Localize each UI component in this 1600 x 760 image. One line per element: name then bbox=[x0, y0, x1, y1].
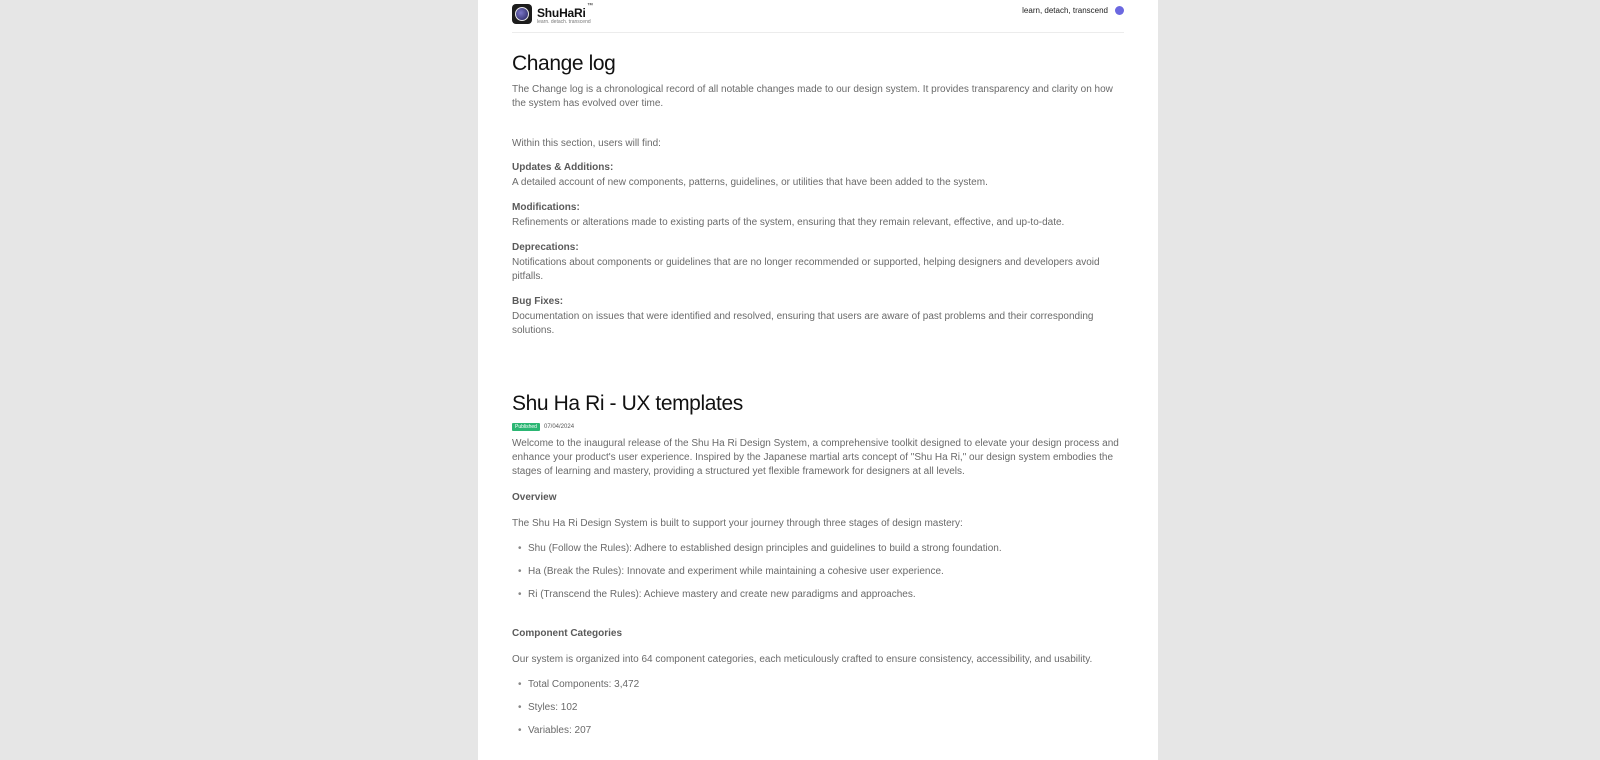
categories-heading: Component Categories bbox=[512, 628, 623, 639]
section-text-bugfixes: Documentation on issues that were identified and resolved, ensuring that users are aware of past problems and their corresponding solutions. bbox=[512, 311, 1094, 336]
section-label-deprecations: Deprecations: bbox=[512, 242, 579, 253]
changelog-within: Within this section, users will find: bbox=[512, 138, 661, 149]
section-label-updates: Updates & Additions: bbox=[512, 162, 614, 173]
section-label-modifications: Modifications: bbox=[512, 202, 580, 213]
brand-name[interactable]: ShuHaRi bbox=[537, 6, 586, 20]
release-intro: Welcome to the inaugural release of the Shu Ha Ri Design System, a comprehensive toolkit designed to elevate your design process and enhance your product's user experience. Inspired by the Japanese martial arts concept of "Shu Ha Ri," our design system embodies the stages of learning and mastery, providing a structured yet flexible framework for designers at all levels. bbox=[512, 438, 1119, 477]
section-label-bugfixes: Bug Fixes: bbox=[512, 296, 564, 307]
categories-text: Our system is organized into 64 component categories, each meticulously crafted to ensure consistency, accessibility, and usability. bbox=[512, 654, 1093, 665]
page-content bbox=[478, 0, 1158, 760]
overview-heading: Overview bbox=[512, 492, 557, 503]
release-date: 07/04/2024 bbox=[544, 424, 575, 430]
status-dot-icon[interactable] bbox=[1115, 6, 1124, 15]
section-text-modifications: Refinements or alterations made to existing parts of the system, ensuring that they remain relevant, effective, and up-to-date. bbox=[512, 217, 1065, 228]
changelog-intro: The Change log is a chronological record of all notable changes made to our design system. It provides transparency and clarity on how the system has evolved over time. bbox=[512, 84, 1113, 109]
brand-tagline: learn. detach. transcend bbox=[537, 19, 591, 25]
top-header bbox=[512, 0, 1124, 33]
section-text-deprecations: Notifications about components or guidelines that are no longer recommended or supported, helping designers and developers avoid pitfalls. bbox=[512, 257, 1100, 282]
list-item: • Variables: 207 bbox=[518, 725, 592, 736]
list-item: • Styles: 102 bbox=[518, 702, 578, 713]
header-tagline: learn, detach, transcend bbox=[1022, 6, 1108, 15]
list-item: • Ri (Transcend the Rules): Achieve mastery and create new paradigms and approaches. bbox=[518, 589, 916, 600]
section-text-updates: A detailed account of new components, patterns, guidelines, or utilities that have been added to the system. bbox=[512, 177, 988, 188]
changelog-title: Change log bbox=[512, 52, 616, 75]
list-item: • Ha (Break the Rules): Innovate and experiment while maintaining a cohesive user experience. bbox=[518, 566, 944, 577]
overview-text: The Shu Ha Ri Design System is built to support your journey through three stages of design mastery: bbox=[512, 518, 963, 529]
shuhari-logo-icon[interactable] bbox=[512, 4, 532, 24]
list-item: • Shu (Follow the Rules): Adhere to established design principles and guidelines to build a strong foundation. bbox=[518, 543, 1002, 554]
status-badge: Published bbox=[512, 423, 540, 431]
brand-trademark: ™ bbox=[587, 3, 593, 9]
list-item: • Total Components: 3,472 bbox=[518, 679, 640, 690]
release-title: Shu Ha Ri - UX templates bbox=[512, 392, 743, 415]
